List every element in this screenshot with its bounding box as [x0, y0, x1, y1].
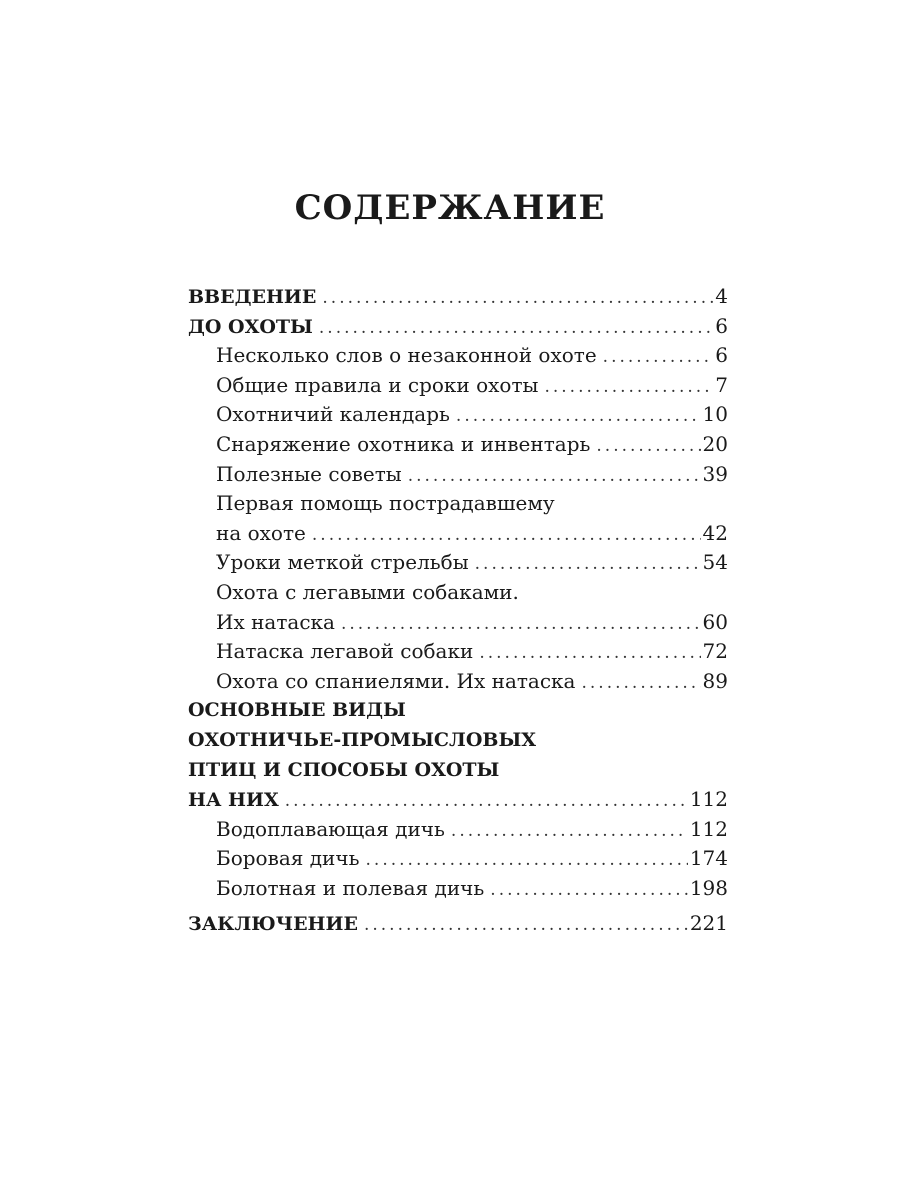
toc-entry-line1[interactable] — [188, 578, 728, 608]
toc-entry-label: НА НИХ — [188, 789, 279, 812]
dot-leader — [364, 911, 688, 941]
toc-page-number: 6 — [715, 313, 728, 338]
dot-leader — [408, 462, 701, 492]
toc-entry-label: на охоте — [216, 520, 306, 545]
toc-page-number: 6 — [715, 343, 728, 368]
toc-page-number: 42 — [702, 520, 728, 545]
toc-entry-label: Общие правила и сроки охоты — [216, 372, 539, 397]
toc-entry-label: Их натаска — [216, 609, 335, 634]
dot-leader — [312, 521, 701, 551]
toc-entry[interactable] — [188, 548, 728, 578]
toc-page-number: 112 — [689, 787, 728, 812]
toc-entry[interactable] — [188, 874, 728, 904]
toc-entry[interactable] — [188, 519, 728, 549]
toc-page-number: 112 — [689, 816, 728, 841]
dot-leader — [322, 284, 713, 314]
toc-entry-label: Первая помощь пострадавшему — [216, 491, 555, 516]
toc-entry-label: Снаряжение охотника и инвентарь — [216, 431, 591, 456]
toc-entry[interactable] — [188, 608, 728, 638]
toc-entry-conclusion[interactable] — [188, 909, 728, 939]
toc-entry-main-species[interactable] — [188, 785, 728, 815]
toc-entry-label: Несколько слов о незаконной охоте — [216, 343, 597, 368]
toc-entry-label: Боровая дичь — [216, 846, 360, 871]
toc-page-number: 7 — [715, 372, 728, 397]
toc-page-number: 54 — [702, 550, 728, 575]
toc-entry-label: ОХОТНИЧЬЕ-ПРОМЫСЛОВЫХ — [188, 728, 537, 751]
dot-leader — [581, 669, 700, 699]
toc-entry-label: ПТИЦ И СПОСОБЫ ОХОТЫ — [188, 758, 500, 781]
toc-entry-label: Охотничий календарь — [216, 402, 450, 427]
toc-section-line1[interactable] — [188, 696, 728, 726]
toc-page-number: 198 — [689, 875, 728, 900]
toc-entry[interactable] — [188, 460, 728, 490]
toc-entry[interactable] — [188, 815, 728, 845]
toc-entry-label: Болотная и полевая дичь — [216, 875, 485, 900]
toc-entry-label: Полезные советы — [216, 461, 402, 486]
toc-page-number: 174 — [689, 846, 728, 871]
toc-page-number: 89 — [702, 668, 728, 693]
dot-leader — [456, 402, 701, 432]
toc-page-number: 39 — [702, 461, 728, 486]
dot-leader — [603, 343, 714, 373]
dot-leader — [451, 817, 688, 847]
page-title: СОДЕРЖАНИЕ — [294, 188, 606, 228]
toc-entry-label: ОСНОВНЫЕ ВИДЫ — [188, 699, 406, 722]
dot-leader — [544, 373, 713, 403]
toc-entry-introduction[interactable] — [188, 282, 728, 312]
dot-leader — [285, 787, 688, 817]
dot-leader — [490, 876, 688, 906]
toc-entry[interactable] — [188, 637, 728, 667]
toc-section-line3[interactable] — [188, 756, 728, 786]
toc-page-number: 10 — [702, 402, 728, 427]
toc-entry[interactable] — [188, 341, 728, 371]
toc-entry-label: ЗАКЛЮЧЕНИЕ — [188, 913, 358, 936]
dot-leader — [479, 639, 700, 669]
toc-entry-label: Уроки меткой стрельбы — [216, 550, 469, 575]
toc-entry-label: Охота со спаниелями. Их натаска — [216, 668, 576, 693]
toc-entry-label: Водоплавающая дичь — [216, 816, 445, 841]
toc-entry[interactable] — [188, 844, 728, 874]
table-of-contents — [188, 282, 728, 939]
toc-entry[interactable] — [188, 667, 728, 697]
toc-page-number: 4 — [715, 284, 728, 308]
toc-entry-line1[interactable] — [188, 489, 728, 519]
dot-leader — [319, 314, 713, 344]
toc-entry-label: Натаска легавой собаки — [216, 639, 474, 664]
toc-entry[interactable] — [188, 371, 728, 401]
toc-section-line2[interactable] — [188, 726, 728, 756]
toc-page-number: 20 — [702, 431, 728, 456]
dot-leader — [475, 550, 701, 580]
toc-entry-label: Охота с легавыми собаками. — [216, 579, 519, 604]
toc-entry-label: ДО ОХОТЫ — [188, 315, 313, 338]
toc-entry[interactable] — [188, 430, 728, 460]
toc-entry-before-hunt[interactable] — [188, 312, 728, 342]
dot-leader — [596, 432, 700, 462]
dot-leader — [341, 610, 701, 640]
toc-entry[interactable] — [188, 400, 728, 430]
toc-page-number: 72 — [702, 639, 728, 664]
dot-leader — [366, 846, 688, 876]
toc-page-number: 221 — [689, 911, 728, 936]
toc-entry-label: ВВЕДЕНИЕ — [188, 286, 317, 308]
toc-page-number: 60 — [702, 609, 728, 634]
